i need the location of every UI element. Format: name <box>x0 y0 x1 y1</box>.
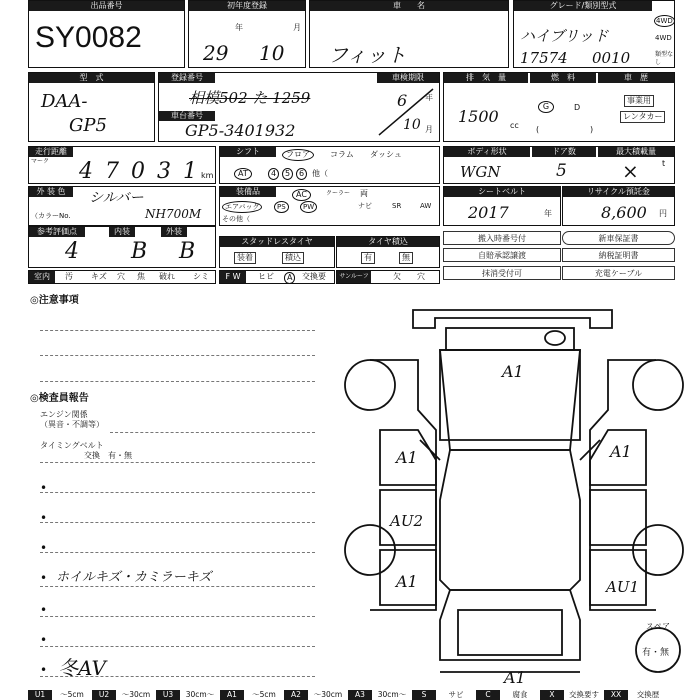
grade-opt-4wd-b: 4WD <box>655 34 672 42</box>
grade-opt-none: 類型なし <box>655 51 674 66</box>
lot-number: SY0082 <box>35 21 142 54</box>
spare-value: 有・無 <box>642 648 670 658</box>
inspection-year-unit: 年 <box>425 93 433 102</box>
model-box <box>28 72 155 142</box>
bullet-7: • <box>40 663 48 677</box>
shift-label: シフト <box>220 147 276 157</box>
recycle-label: リサイクル預託金 <box>563 187 674 197</box>
shift-gear-5: 5 <box>282 168 293 180</box>
color-value: シルバー <box>89 190 144 206</box>
fw-replace: 交換要 <box>302 272 326 281</box>
diag-right-front-label: A1 <box>610 442 632 461</box>
tire-load-box <box>336 236 440 268</box>
equip-sr: SR <box>392 202 402 210</box>
score-exterior: B <box>179 239 196 264</box>
report-rule-8 <box>40 646 315 647</box>
doc-plate: 搬入時番号付 <box>443 231 561 245</box>
timing-sub: 交換 有・無 <box>84 451 132 460</box>
inspection-month-unit: 月 <box>425 125 433 134</box>
first-reg-box <box>188 0 306 68</box>
grade-code2: 0010 <box>592 49 631 67</box>
score-interior: B <box>131 239 148 264</box>
recycle-value: 8,600 <box>601 203 647 222</box>
car-name: フィット <box>328 43 407 67</box>
capacity-value: × <box>622 159 639 183</box>
legend-value-4: ～30cm <box>313 690 343 699</box>
diag-left-rear-label: A1 <box>396 572 418 591</box>
seatbelt-value: 2017 <box>468 203 509 222</box>
diag-rear-label: A1 <box>504 668 526 687</box>
report-rule-9 <box>40 676 315 677</box>
grade-opt-4wd-a: 4WD <box>656 17 673 25</box>
car-name-label: 車 名 <box>310 1 508 11</box>
legend-key-0: U1 <box>28 690 52 700</box>
history-rental: レンタカー <box>620 111 665 123</box>
shift-other: 他（ <box>312 169 328 178</box>
spare-label: スペア <box>646 622 670 631</box>
doc-tax: 納税証明書 <box>562 248 675 262</box>
notes-rule-3 <box>40 381 315 382</box>
history-commercial: 事業用 <box>624 95 654 107</box>
doors-value: 5 <box>556 161 567 181</box>
engine-sub: （異音・不調等） <box>40 420 104 429</box>
fuel-gasoline: G <box>538 101 554 113</box>
bullet-6: • <box>40 633 48 647</box>
diag-left-front-label: A1 <box>396 448 418 467</box>
chassis-label: 車台番号 <box>159 111 215 121</box>
seatbelt-label: シートベルト <box>444 187 560 197</box>
shift-gear-6: 6 <box>296 168 307 180</box>
model-label: 型 式 <box>29 73 154 83</box>
lot-label: 出品番号 <box>29 1 184 11</box>
interior-cond-box <box>28 270 216 284</box>
shift-column: コラム <box>330 150 354 159</box>
bullet-3: • <box>40 541 48 555</box>
capacity-label: 最大積載量 <box>598 147 674 157</box>
chassis-number: GP5-3401932 <box>185 121 296 140</box>
studless-loaded: 積込 <box>282 252 304 264</box>
seatbelt-box <box>443 186 561 226</box>
equip-cooler: クーラー <box>326 190 351 197</box>
mileage-d5: 1 <box>183 159 197 184</box>
recycle-unit: 円 <box>659 209 667 218</box>
interior-cond-label: 室内 <box>29 271 55 283</box>
grade-value: ハイブリッド <box>520 27 609 45</box>
bullet-1: • <box>40 481 48 495</box>
recycle-box <box>562 186 675 226</box>
notes-title: ◎注意事項 <box>30 295 79 306</box>
legend-value-0: ～5cm <box>60 690 84 699</box>
car-diagram <box>340 300 690 688</box>
int-tear: 破れ <box>159 272 175 281</box>
inspection-year: 6 <box>397 91 408 110</box>
score-overall: 4 <box>65 239 79 264</box>
tire-load-yes: 有 <box>361 252 375 264</box>
grade-label: グレード/類別型式 <box>514 1 652 11</box>
mileage-d3: 0 <box>131 159 145 184</box>
legend-value-2: 30cm～ <box>185 690 215 699</box>
fw-label: F W <box>220 271 246 283</box>
first-reg-year: 29 <box>203 41 229 65</box>
scores-label: 参考評価点 <box>29 227 85 237</box>
shift-box <box>219 146 440 184</box>
mileage-label: 走行距離 <box>29 147 73 157</box>
doors-label: ドア数 <box>532 147 596 157</box>
interior-label: 内装 <box>109 227 135 237</box>
equip-other: その他（ <box>222 215 250 223</box>
month-unit: 月 <box>293 23 301 32</box>
history-label: 車 歴 <box>598 73 674 83</box>
first-reg-month: 10 <box>259 41 285 65</box>
shift-gear-4: 4 <box>268 168 279 180</box>
legend-key-7: C <box>476 690 500 700</box>
sunroof-box <box>336 270 440 284</box>
shift-floor: フロア <box>282 149 314 161</box>
fuel-label: 燃 料 <box>530 73 596 83</box>
legend-value-1: ～30cm <box>121 690 151 699</box>
doc-warranty: 新車保証書 <box>562 231 675 245</box>
displacement-label: 排 気 量 <box>444 73 528 83</box>
displacement-unit: cc <box>510 121 519 130</box>
seatbelt-unit: 年 <box>544 209 552 218</box>
studless-label: スタッドレスタイヤ <box>220 237 334 247</box>
capacity-unit: t <box>662 159 666 168</box>
color-box <box>28 186 216 226</box>
model-line1: DAA- <box>41 91 88 112</box>
legend-key-6: S <box>412 690 436 700</box>
studless-fitted: 装着 <box>234 252 256 264</box>
bullet-5: • <box>40 603 48 617</box>
equip-ac: AC <box>292 189 311 201</box>
report-rule-3 <box>40 492 315 493</box>
model-line2: GP5 <box>69 115 107 136</box>
report-rule-5 <box>40 552 315 553</box>
fuel-paren-open: ( <box>536 125 540 134</box>
mileage-d4: 3 <box>157 159 171 184</box>
shift-dash: ダッシュ <box>370 150 402 159</box>
inspection-month: 10 <box>403 117 421 133</box>
equip-ps: PS <box>274 201 289 213</box>
doc-cable: 充電ケーブル <box>562 266 675 280</box>
legend-key-1: U2 <box>92 690 116 700</box>
diag-left-mid-label: AU2 <box>390 512 424 530</box>
equipment-label: 装備品 <box>220 187 276 197</box>
fuel-paren-close: ) <box>590 125 594 134</box>
equip-dual: 両 <box>360 189 368 198</box>
report-rule-6 <box>40 586 315 587</box>
first-reg-label: 初年度登録 <box>189 1 305 11</box>
legend-value-5: 30cm～ <box>377 690 407 699</box>
displacement-value: 1500 <box>458 107 499 126</box>
sunroof-label: サンルーフ <box>337 271 371 283</box>
diag-right-rear-label: AU1 <box>606 578 640 596</box>
legend-value-6: サビ <box>448 690 464 699</box>
report-note-1: ホイルキズ・カミラーキズ <box>56 570 212 585</box>
legend-value-7: 腐食 <box>512 690 528 699</box>
reg-box <box>158 72 440 142</box>
notes-rule-1 <box>40 330 315 331</box>
exterior-label: 外装 <box>161 227 187 237</box>
sunroof-chip: 欠 <box>393 272 401 281</box>
equip-airbag: エアバッグ <box>222 201 262 213</box>
equip-aw: AW <box>420 202 432 210</box>
legend-value-9: 交換歴 <box>636 690 660 699</box>
lot-box <box>28 0 185 68</box>
diag-hood-label: A1 <box>502 362 524 381</box>
legend-key-2: U3 <box>156 690 180 700</box>
timing-label: タイミングベルト <box>40 441 104 450</box>
reg-label: 登録番号 <box>159 73 215 83</box>
report-rule-7 <box>40 616 315 617</box>
engine-box <box>443 72 675 142</box>
report-rule-1 <box>110 432 315 433</box>
equip-navi: ナビ <box>358 202 372 210</box>
color-code-label: （カラーNo. <box>31 212 71 220</box>
body-value: WGN <box>460 163 501 181</box>
legend-key-5: A3 <box>348 690 372 700</box>
int-dirt: 汚 <box>65 272 73 281</box>
sunroof-hole: 穴 <box>417 272 425 281</box>
fw-crack: ヒビ <box>258 272 274 281</box>
bullet-2: • <box>40 511 48 525</box>
report-rule-4 <box>40 522 315 523</box>
grade-box <box>513 0 675 68</box>
legend-value-3: ～5cm <box>252 690 276 699</box>
doc-insurance: 自賠承認譲渡 <box>443 248 561 262</box>
int-stain: シミ <box>193 272 209 281</box>
tire-load-label: タイヤ積込 <box>337 237 439 247</box>
legend-key-3: A1 <box>220 690 244 700</box>
report-title: ◎検査員報告 <box>30 393 89 404</box>
body-box <box>443 146 675 184</box>
legend-key-9: XX <box>604 690 628 700</box>
notes-rule-2 <box>40 355 315 356</box>
equip-pw: PW <box>300 201 317 213</box>
legend-key-4: A2 <box>284 690 308 700</box>
fuel-diesel: D <box>574 103 581 112</box>
engine-label: エンジン関係 <box>40 410 88 419</box>
scores-box <box>28 226 216 268</box>
color-label: 外 装 色 <box>29 187 73 197</box>
year-unit: 年 <box>235 23 243 32</box>
shift-at: AT <box>234 168 252 180</box>
mileage-unit: km <box>201 171 214 180</box>
int-burn: 焦 <box>137 272 145 281</box>
legend-key-8: X <box>540 690 564 700</box>
car-name-box <box>309 0 509 68</box>
mileage-d2: 7 <box>105 159 119 184</box>
fw-a: A <box>284 272 295 284</box>
report-note-2: 冬AV <box>58 656 106 680</box>
inspection-strike <box>375 83 439 141</box>
reg-number: 相模502 た 1259 <box>189 89 311 107</box>
int-scratch: キズ <box>91 272 107 281</box>
int-hole: 穴 <box>117 272 125 281</box>
color-code: NH700M <box>145 207 202 221</box>
tire-load-no: 無 <box>399 252 413 264</box>
grade-code1: 17574 <box>520 49 568 67</box>
doc-cancel: 抹消受付可 <box>443 266 561 280</box>
mileage-box <box>28 146 216 184</box>
mileage-d1: 4 <box>79 159 93 184</box>
report-rule-2 <box>40 462 315 463</box>
studless-box <box>219 236 335 268</box>
bullet-4: • <box>40 571 48 585</box>
inspection-label: 車検期限 <box>377 73 439 83</box>
fw-box <box>219 270 335 284</box>
body-label: ボディ形状 <box>444 147 530 157</box>
equipment-box <box>219 186 440 226</box>
mileage-mark: マーク <box>31 158 50 165</box>
legend-value-8: 交換要す <box>569 690 599 699</box>
